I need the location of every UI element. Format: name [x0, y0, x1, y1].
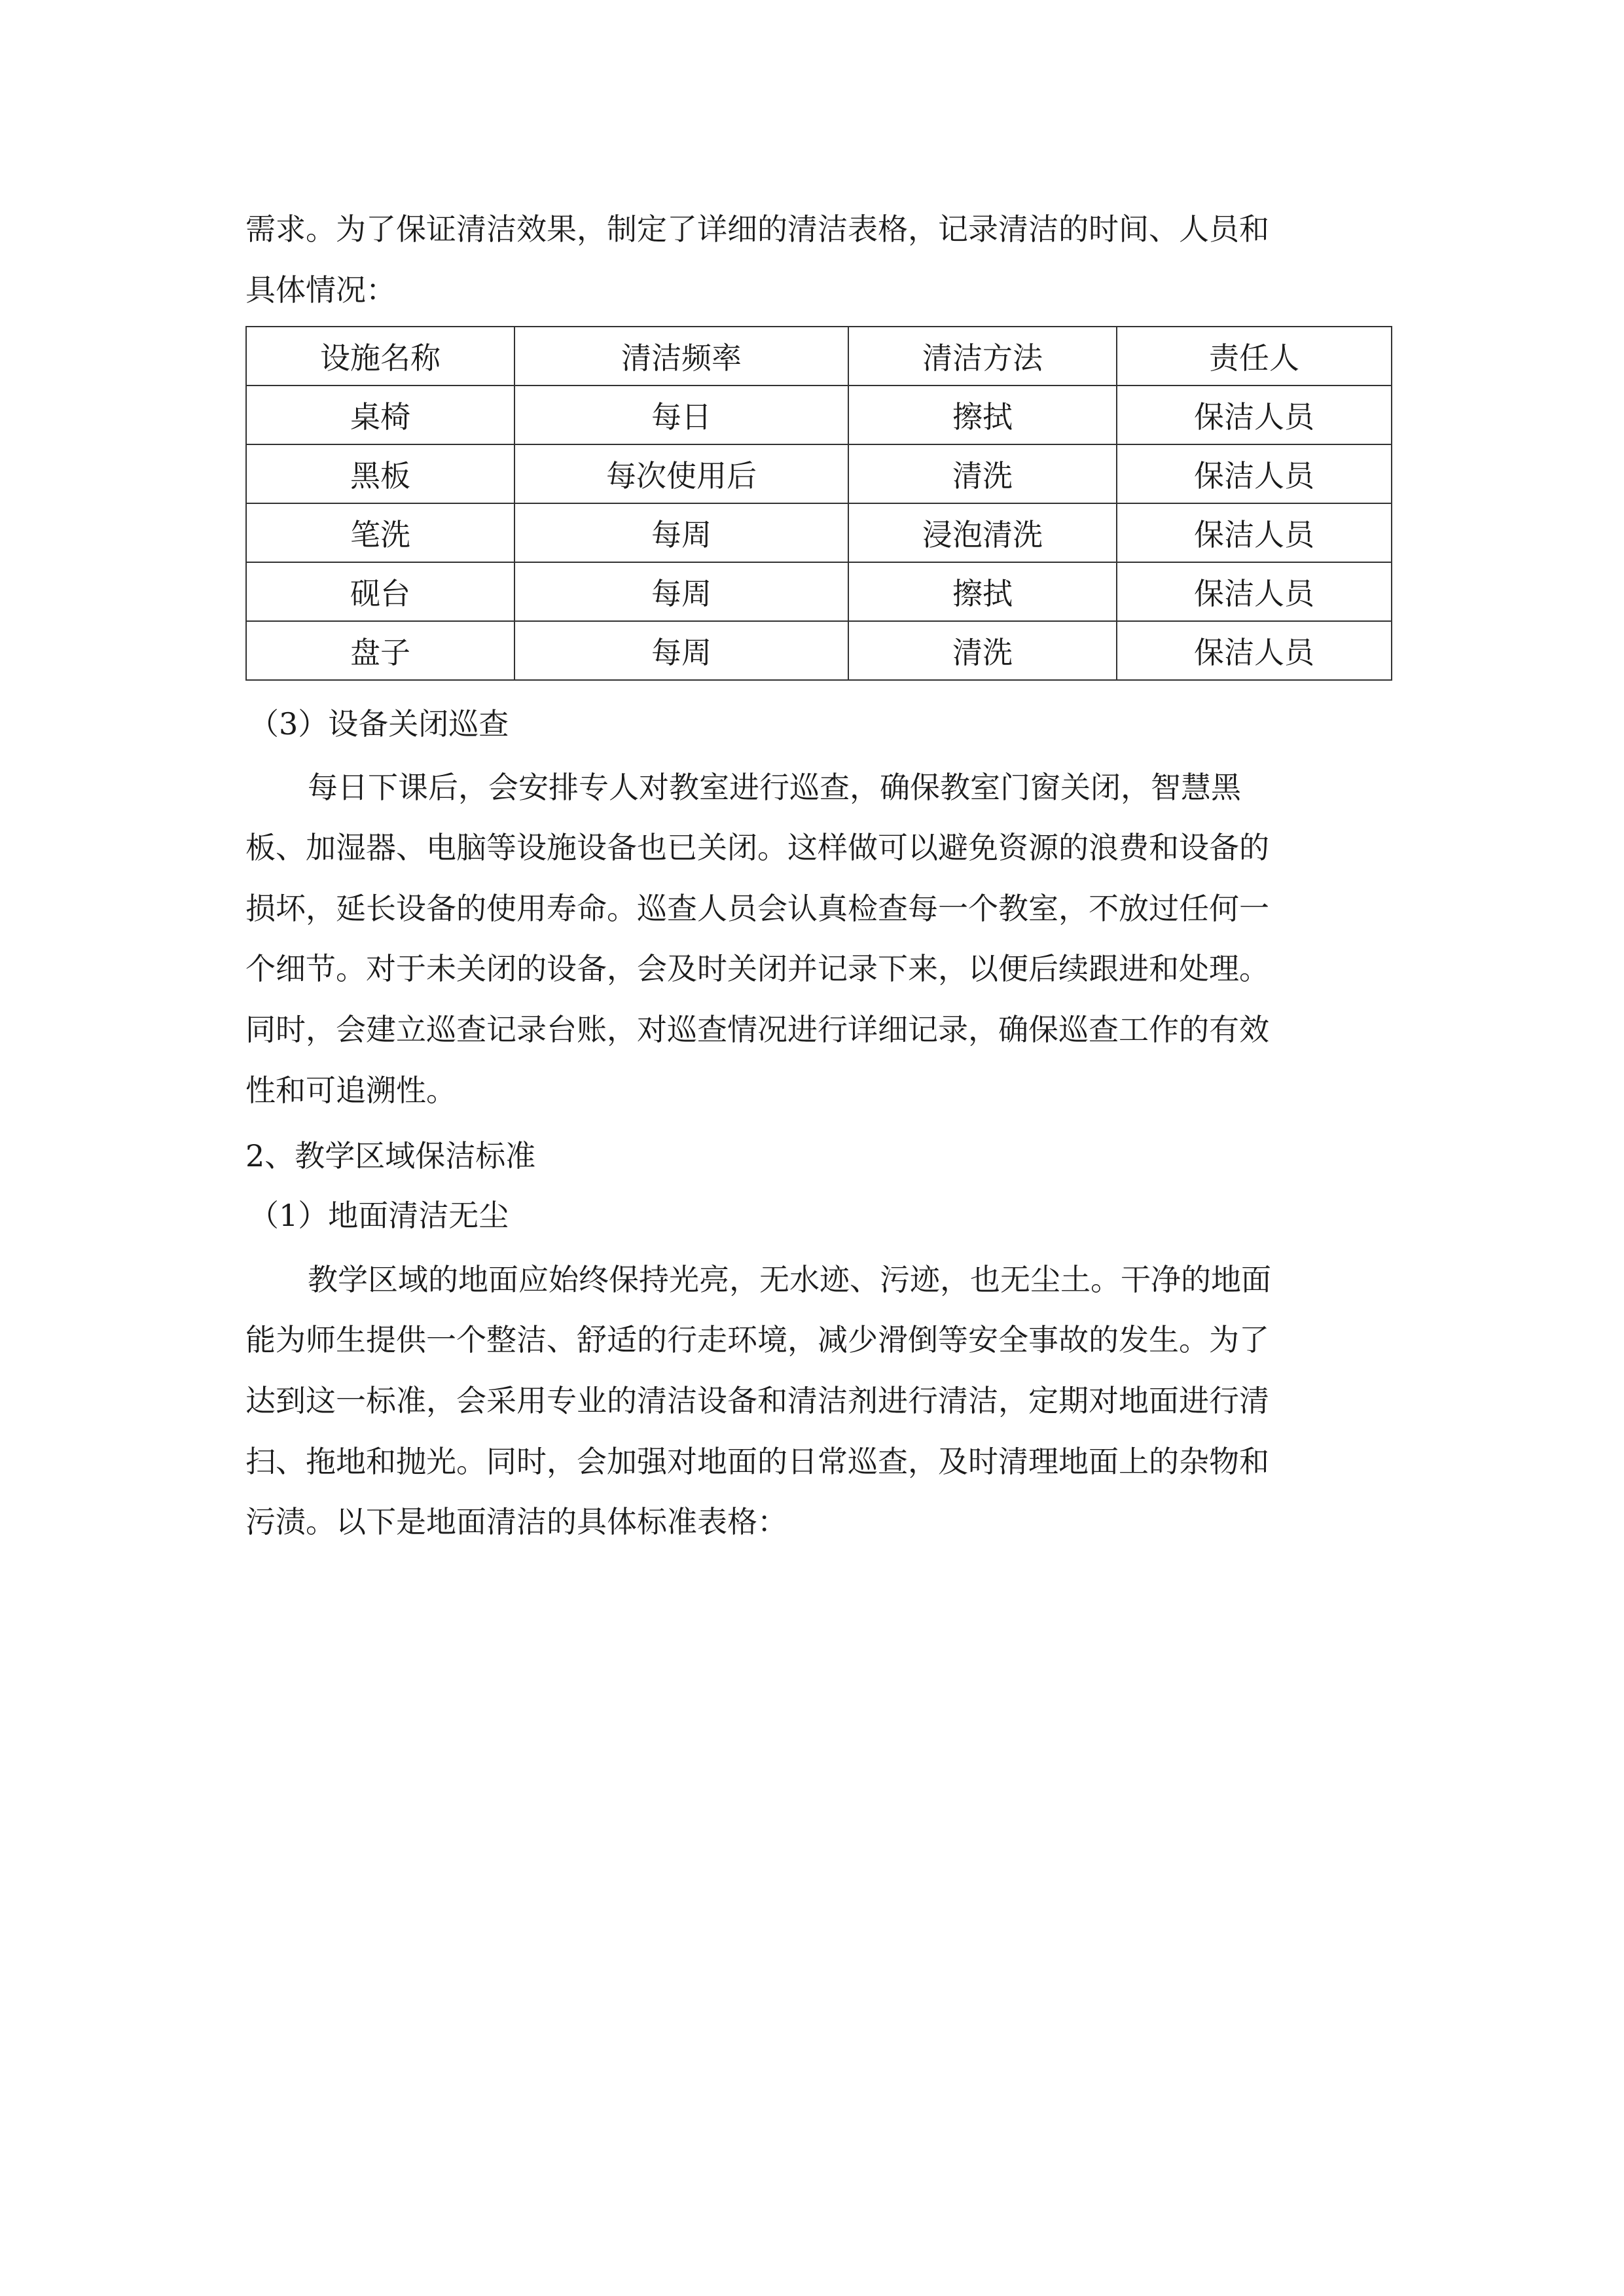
- table-row: [246, 386, 1392, 444]
- table-cell: 保洁人员: [1117, 444, 1392, 503]
- table-row: [246, 444, 1392, 503]
- paragraph-line: 损坏，延长设备的使用寿命。巡查人员会认真检查每一个教室，不放过任何一: [245, 891, 1269, 926]
- table-cell: 清洗: [848, 621, 1117, 680]
- paragraph-line: 扫、拖地和抛光。同时，会加强对地面的日常巡查，及时清理地面上的杂物和: [245, 1444, 1269, 1479]
- table-header-cell: 清洁方法: [848, 327, 1117, 386]
- table-cell: 保洁人员: [1117, 562, 1392, 621]
- table-header-cell: 设施名称: [246, 327, 514, 386]
- table-cell: 笔洗: [246, 503, 514, 562]
- paragraph-line: 同时，会建立巡查记录台账，对巡查情况进行详细记录，确保巡查工作的有效: [245, 1012, 1269, 1047]
- table-row: [246, 621, 1392, 680]
- paragraph-line: 达到这一标准，会采用专业的清洁设备和清洁剂进行清洁，定期对地面进行清: [245, 1383, 1269, 1418]
- section-3-heading: （3）设备关闭巡查: [249, 706, 509, 742]
- paragraph-line: 性和可追溯性。: [245, 1073, 456, 1108]
- table-cell: 每周: [514, 562, 848, 621]
- table-cell: 浸泡清洗: [848, 503, 1117, 562]
- intro-line-2: 具体情况：: [245, 272, 396, 308]
- table-cell: 每日: [514, 386, 848, 444]
- table-row: [246, 562, 1392, 621]
- paragraph-line: 污渍。以下是地面清洁的具体标准表格：: [245, 1504, 787, 1539]
- table-cell: 桌椅: [246, 386, 514, 444]
- table-header-cell: 责任人: [1117, 327, 1392, 386]
- table-cell: 清洗: [848, 444, 1117, 503]
- table-cell: 砚台: [246, 562, 514, 621]
- table-row: [246, 503, 1392, 562]
- paragraph-line: 每日下课后，会安排专人对教室进行巡查，确保教室门窗关闭，智慧黑: [308, 770, 1241, 805]
- paragraph-line: 教学区域的地面应始终保持光亮，无水迹、污迹，也无尘土。干净的地面: [308, 1262, 1271, 1297]
- table-cell: 每周: [514, 621, 848, 680]
- table-cell: 黑板: [246, 444, 514, 503]
- table-header-cell: 清洁频率: [514, 327, 848, 386]
- section-2-heading: 2、教学区域保洁标准: [245, 1138, 536, 1174]
- table-cell: 保洁人员: [1117, 503, 1392, 562]
- paragraph-line: 能为师生提供一个整洁、舒适的行走环境，减少滑倒等安全事故的发生。为了: [245, 1322, 1269, 1357]
- table-cell: 擦拭: [848, 562, 1117, 621]
- subsection-1-heading: （1）地面清洁无尘: [249, 1198, 509, 1233]
- table-cell: 盘子: [246, 621, 514, 680]
- table-header-row: [246, 327, 1392, 386]
- paragraph-line: 板、加湿器、电脑等设施设备也已关闭。这样做可以避免资源的浪费和设备的: [245, 830, 1269, 865]
- cleaning-schedule-table: [245, 326, 1392, 681]
- table-cell: 保洁人员: [1117, 621, 1392, 680]
- paragraph-line: 个细节。对于未关闭的设备，会及时关闭并记录下来，以便后续跟进和处理。: [245, 951, 1269, 986]
- table-cell: 保洁人员: [1117, 386, 1392, 444]
- table-cell: 每次使用后: [514, 444, 848, 503]
- intro-line-1: 需求。为了保证清洁效果，制定了详细的清洁表格，记录清洁的时间、人员和: [245, 211, 1269, 247]
- table-cell: 每周: [514, 503, 848, 562]
- table-cell: 擦拭: [848, 386, 1117, 444]
